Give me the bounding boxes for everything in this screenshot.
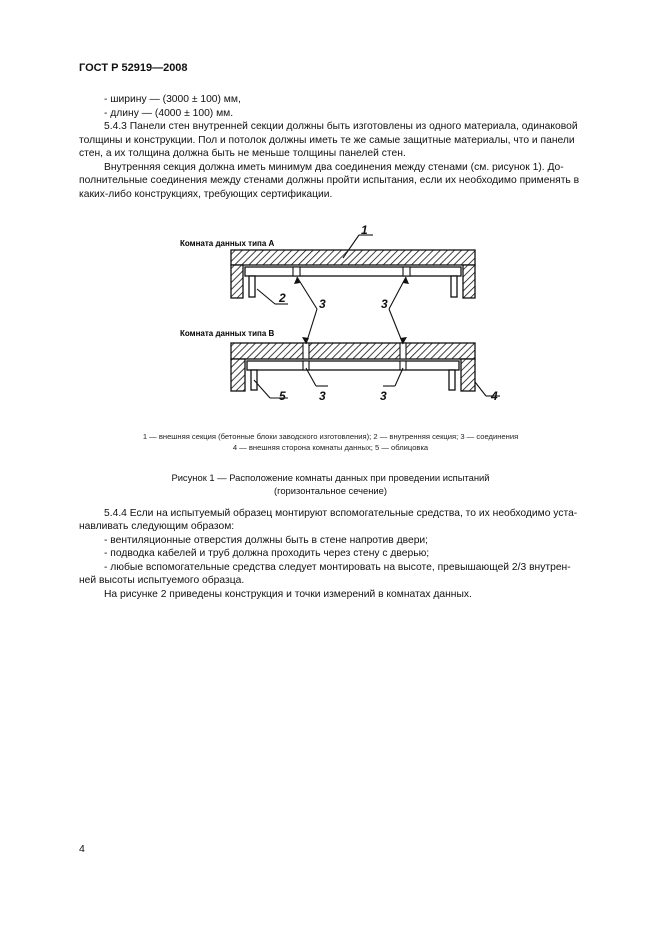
callout-3: 3 <box>319 389 326 403</box>
paragraph-inner-section-line: каких-либо конструкциях, требующих сертификации. <box>79 189 333 200</box>
callout-3: 3 <box>319 297 326 311</box>
room-a-section <box>231 250 475 298</box>
paragraph-5-4-3-line: толщины и конструкции. Пол и потолок должны иметь те же самые защитные материалы, что и панели <box>79 135 575 146</box>
figure-legend-line: 4 — внешняя сторона комнаты данных; 5 — облицовка <box>232 443 429 452</box>
room-b-section <box>231 343 475 391</box>
room-b-label: Комната данных типа В <box>180 329 275 338</box>
list-item-ventilation: - вентиляционные отверстия должны быть в стене напротив двери; <box>104 535 429 546</box>
paragraph-5-4-4-line: навливать следующим образом: <box>79 521 235 532</box>
document-header: ГОСТ Р 52919—2008 <box>79 62 188 74</box>
figure-1-diagram <box>178 222 508 408</box>
figure-caption-subtitle: (горизонтальное сечение) <box>274 485 387 496</box>
figure-caption: Рисунок 1 — Расположение комнаты данных при проведении испытаний <box>171 472 490 483</box>
callout-3: 3 <box>380 389 387 403</box>
paragraph-inner-section-line: Внутренняя секция должна иметь минимум два соединения между стенами (см. рисунок 1). До- <box>104 162 564 173</box>
page-number: 4 <box>79 843 85 855</box>
list-item-cables: - подводка кабелей и труб должна проходить через стену с дверью; <box>104 548 430 559</box>
callout-1: 1 <box>361 223 368 237</box>
paragraph-5-4-4-line: 5.4.4 Если на испытуемый образец монтируют вспомогательные средства, то их необходимо уста- <box>104 508 578 519</box>
callout-4: 4 <box>491 389 498 403</box>
list-item-auxiliary-cont: ней высоты испытуемого образца. <box>79 575 245 586</box>
room-a-label: Комната данных типа А <box>180 239 275 248</box>
arrowheads <box>294 277 409 344</box>
paragraph-5-4-3-line: стен, а их толщина должна быть не меньше толщины панелей стен. <box>79 148 406 159</box>
callout-3: 3 <box>381 297 388 311</box>
paragraph-5-4-3-line: 5.4.3 Панели стен внутренней секции должны быть изготовлены из одного материала, одинаковой <box>104 121 578 132</box>
paragraph-inner-section-line: полнительные соединения между стенами должны пройти испытания, если их необходимо применять в <box>79 175 580 186</box>
callout-5: 5 <box>279 389 286 403</box>
paragraph-figure-2-ref: На рисунке 2 приведены конструкция и точки измерений в комнатах данных. <box>104 589 472 600</box>
list-item-length: - длину — (4000 ± 100) мм. <box>104 108 234 119</box>
list-item-width: - ширину — (3000 ± 100) мм, <box>104 94 241 105</box>
callout-2: 2 <box>279 291 286 305</box>
list-item-auxiliary: - любые вспомогательные средства следует монтировать на высоте, превышающей 2/3 внутрен- <box>104 562 571 573</box>
figure-legend-line: 1 — внешняя секция (бетонные блоки заводского изготовления); 2 — внутренняя секция; 3 — соединения <box>142 432 519 441</box>
